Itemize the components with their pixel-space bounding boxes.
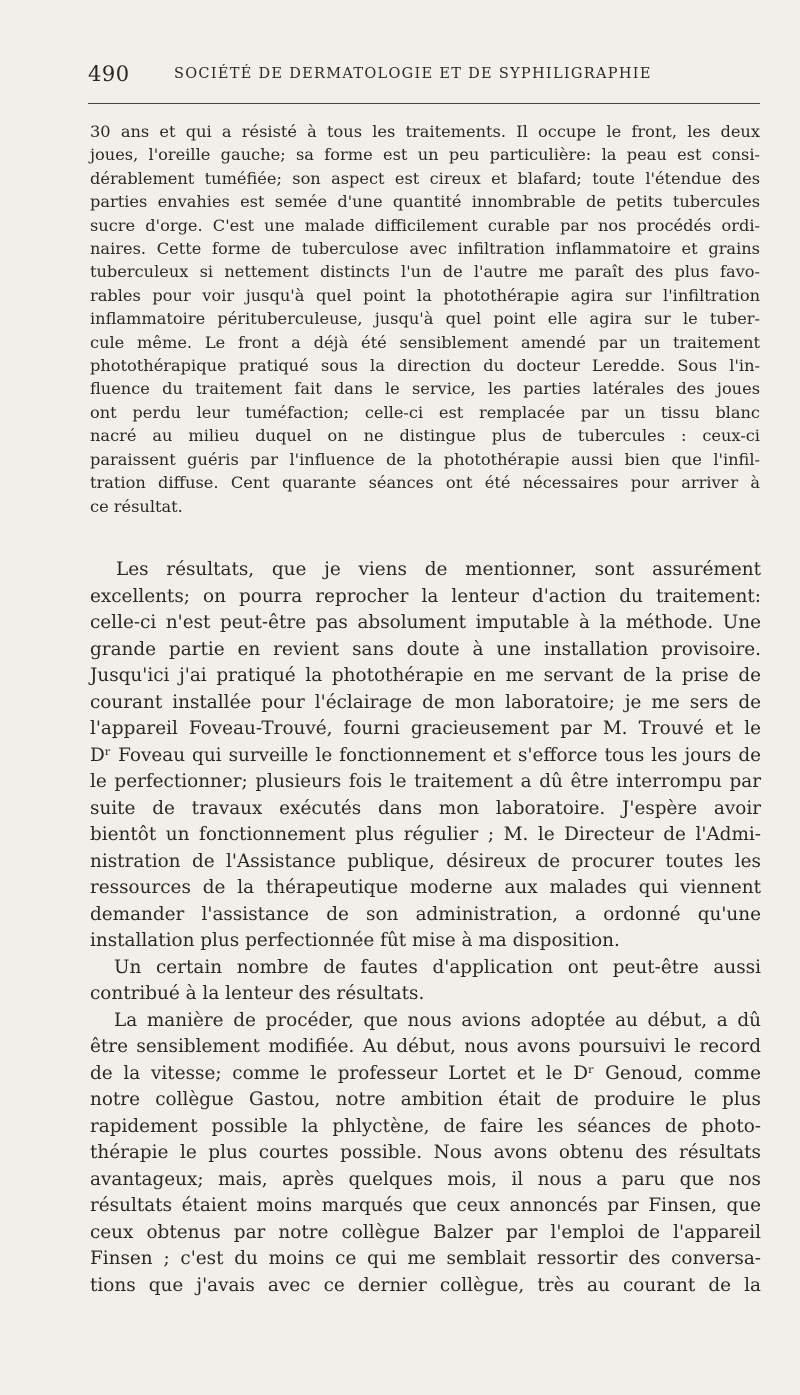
page-header — [88, 62, 760, 92]
case-description-paragraph — [90, 120, 760, 518]
text-line: installation plus perfectionnée fût mise à ma disposition. — [90, 930, 620, 951]
text-line: celle-ci n'est peut-être pas absolument imputable à la méthode. Une — [90, 612, 761, 633]
text-line: parties envahies est semée d'une quantité innombrable de petits tubercules — [90, 192, 760, 212]
text-line: de la vitesse; comme le professeur Lortet et le Dʳ Genoud, comme — [90, 1062, 761, 1084]
text-line: le perfectionner; plusieurs fois le traitement a dû être interrompu par — [90, 771, 761, 792]
text-line: Finsen ; c'est du moins ce qui me semblait ressortir des conversa- — [90, 1248, 761, 1269]
text-line: Les résultats, que je viens de mentionner, sont assurément — [116, 559, 761, 580]
text-line: Dʳ Foveau qui surveille le fonctionnement et s'efforce tous les jours de — [90, 744, 761, 766]
text-line: photothérapique pratiqué sous la direction du docteur Leredde. Sous l'in- — [90, 356, 760, 376]
paragraph — [90, 557, 761, 955]
text-line: nistration de l'Assistance publique, désireux de procurer toutes les — [90, 850, 761, 872]
text-line: notre collègue Gastou, notre ambition était de produire le plus — [90, 1089, 761, 1110]
text-line: avantageux; mais, après quelques mois, il nous a paru que nos — [90, 1168, 761, 1190]
paragraph — [90, 1008, 761, 1300]
text-line: demander l'assistance de son administration, a ordonné qu'une — [90, 903, 761, 925]
text-line: joues, l'oreille gauche; sa forme est un peu particulière: la peau est consi- — [90, 145, 760, 165]
text-line: 30 ans et qui a résisté à tous les traitements. Il occupe le front, les deux — [90, 122, 760, 141]
text-line: inflammatoire pérituberculeuse, jusqu'à quel point elle agira sur le tuber- — [90, 309, 760, 329]
text-line: grande partie en revient sans doute à une installation provisoire. — [90, 638, 761, 660]
text-line: excellents; on pourra reprocher la lenteur d'action du traitement: — [90, 585, 761, 607]
text-line: ceux obtenus par notre collègue Balzer par l'emploi de l'appareil — [90, 1221, 761, 1243]
text-line: tration diffuse. Cent quarante séances ont été nécessaires pour arriver à — [90, 473, 760, 493]
text-line: ont perdu leur tuméfaction; celle-ci est remplacée par un tissu blanc — [90, 402, 760, 422]
text-line: contribué à la lenteur des résultats. — [90, 983, 425, 1004]
text-line: sucre d'orge. C'est une malade difficilement curable par nos procédés ordi- — [90, 215, 760, 235]
text-line: tuberculeux si nettement distincts l'un de l'autre me paraît des plus favo- — [90, 262, 760, 282]
header-rule — [88, 103, 760, 104]
text-line: fluence du traitement fait dans le service, les parties latérales des joues — [90, 379, 760, 399]
text-line: résultats étaient moins marqués que ceux annoncés par Finsen, que — [90, 1195, 761, 1216]
text-line: courant installée pour l'éclairage de mon laboratoire; je me sers de — [90, 691, 761, 713]
page-number: 490 — [88, 62, 130, 86]
text-line: rapidement possible la phlyctène, de faire les séances de photo- — [90, 1115, 761, 1137]
text-line: ressources de la thérapeutique moderne aux malades qui viennent — [90, 877, 761, 898]
text-line: cule même. Le front a déjà été sensiblement amendé par un traitement — [90, 332, 760, 352]
text-line: paraissent guéris par l'influence de la photothérapie aussi bien que l'infil- — [90, 449, 760, 469]
text-line: dérablement tuméfiée; son aspect est cireux et blafard; toute l'étendue des — [90, 168, 760, 188]
text-line: l'appareil Foveau-Trouvé, fourni gracieusement par M. Trouvé et le — [90, 718, 761, 739]
main-text — [90, 557, 761, 1299]
text-line: Jusqu'ici j'ai pratiqué la photothérapie en me servant de la prise de — [90, 665, 761, 686]
text-line: Un certain nombre de fautes d'application ont peut-être aussi — [114, 956, 761, 978]
text-line: nacré au milieu duquel on ne distingue plus de tubercules : ceux-ci — [90, 426, 760, 446]
running-head: SOCIÉTÉ DE DERMATOLOGIE ET DE SYPHILIGRAPHIE — [174, 66, 652, 82]
text-line: tions que j'avais avec ce dernier collègue, très au courant de la — [90, 1274, 761, 1296]
text-line: naires. Cette forme de tuberculose avec infiltration inflammatoire et grains — [90, 239, 760, 259]
paragraph — [90, 955, 761, 1008]
text-line: ce résultat. — [90, 496, 183, 516]
text-line: bientôt un fonctionnement plus régulier ; M. le Directeur de l'Admi- — [90, 824, 761, 845]
text-line: suite de travaux exécutés dans mon laboratoire. J'espère avoir — [90, 797, 761, 819]
text-line: La manière de procéder, que nous avions adoptée au début, a dû — [114, 1009, 761, 1031]
text-line: thérapie le plus courtes possible. Nous avons obtenu des résultats — [90, 1142, 761, 1163]
text-line: rables pour voir jusqu'à quel point la photothérapie agira sur l'infiltration — [90, 285, 760, 305]
text-line: être sensiblement modifiée. Au début, nous avons poursuivi le record — [90, 1036, 761, 1057]
